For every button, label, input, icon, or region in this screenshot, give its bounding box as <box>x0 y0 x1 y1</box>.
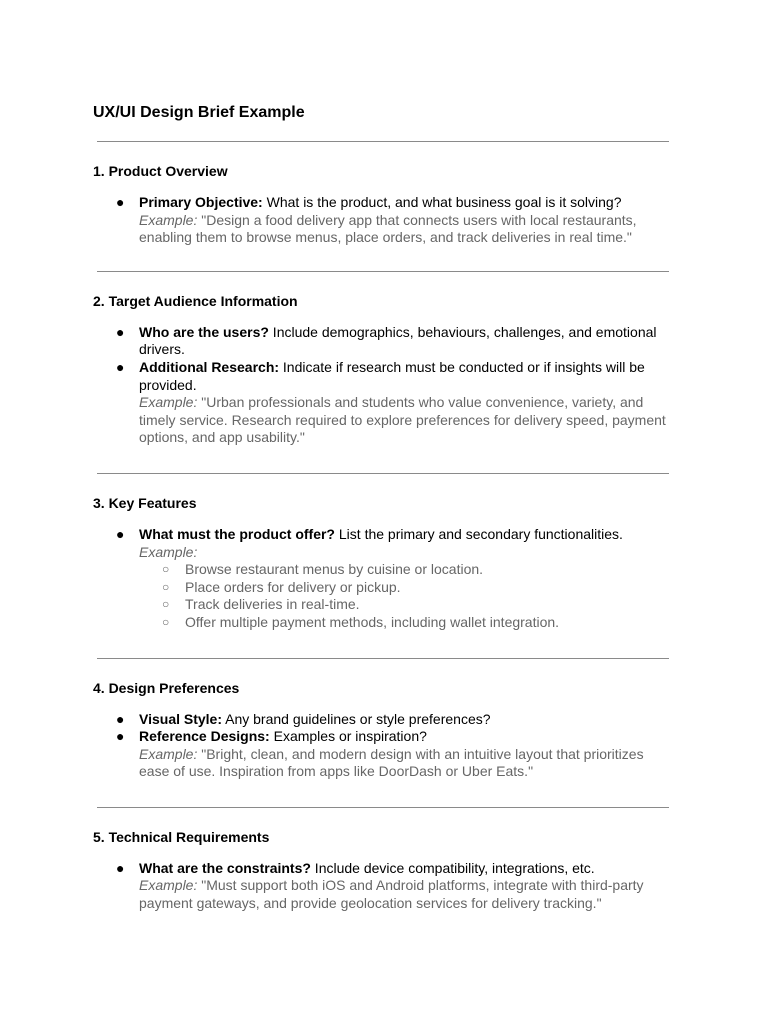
list-item <box>93 324 675 359</box>
bullet-label: Reference Designs: <box>139 728 270 745</box>
example-block <box>139 212 675 247</box>
section-heading: 2. Target Audience Information <box>93 292 298 309</box>
bullet-label: What must the product offer? <box>139 525 335 542</box>
bullet-icon: ● <box>116 194 125 210</box>
bullet-icon: ● <box>116 358 125 375</box>
example-block <box>139 544 675 562</box>
section-target-audience <box>93 292 675 447</box>
sub-bullet-list <box>139 561 675 631</box>
bullet-list <box>93 711 675 781</box>
example-text: "Bright, clean, and modern design with an intuitive layout that prioritizes ease of use. Inspiration from apps like DoorDash or Uber Eats." <box>139 745 644 780</box>
hollow-circle-bullet-icon: ○ <box>162 614 170 629</box>
horizontal-rule <box>97 141 669 142</box>
section-heading: 3. Key Features <box>93 494 197 511</box>
bullet-label: Additional Research: <box>139 358 280 375</box>
bullet-text: What is the product, and what business goal is it solving? <box>262 194 622 210</box>
list-item <box>93 711 675 729</box>
bullet-icon: ● <box>116 859 125 876</box>
sub-list-item <box>139 596 675 614</box>
example-block <box>139 746 675 781</box>
hollow-circle-bullet-icon: ○ <box>162 597 170 612</box>
bullet-list <box>93 526 675 561</box>
sub-item-text: Track deliveries in real-time. <box>185 596 360 613</box>
bullet-text: Include demographics, behaviours, challenges, and emotional drivers. <box>139 323 657 358</box>
bullet-label: Visual Style: <box>139 710 223 727</box>
sub-item-text: Place orders for delivery or pickup. <box>185 578 401 595</box>
document-title: UX/UI Design Brief Example <box>93 104 305 121</box>
section-key-features <box>93 494 675 632</box>
example-block <box>139 877 675 912</box>
section-heading: 1. Product Overview <box>93 163 228 179</box>
bullet-icon: ● <box>116 525 125 542</box>
bullet-text: Any brand guidelines or style preferences? <box>222 710 491 727</box>
bullet-label: What are the constraints? <box>139 859 311 876</box>
sub-list-item <box>139 614 675 632</box>
bullet-list <box>93 194 675 247</box>
section-product-overview <box>93 162 675 247</box>
section-heading: 4. Design Preferences <box>93 679 240 696</box>
bullet-list <box>93 324 675 447</box>
list-item <box>93 526 675 561</box>
list-item <box>93 359 675 447</box>
bullet-icon: ● <box>116 728 125 745</box>
bullet-list <box>93 860 675 913</box>
section-design-preferences <box>93 679 675 781</box>
section-heading: 5. Technical Requirements <box>93 828 270 845</box>
example-text: "Design a food delivery app that connects users with local restaurants, enabling them to browse menus, place orders, and track deliveries in real time." <box>139 211 637 246</box>
example-text: "Urban professionals and students who value convenience, variety, and timely service. Research required to explore preferences for delivery speed, payment options, and app usability." <box>139 394 666 446</box>
list-item <box>93 860 675 913</box>
horizontal-rule <box>97 658 669 659</box>
horizontal-rule <box>97 473 669 474</box>
bullet-label: Who are the users? <box>139 323 269 340</box>
list-item <box>93 194 675 247</box>
bullet-icon: ● <box>116 710 125 727</box>
horizontal-rule <box>97 271 669 272</box>
example-label: Example: <box>139 211 198 228</box>
hollow-circle-bullet-icon: ○ <box>162 579 170 594</box>
example-block <box>139 394 675 447</box>
bullet-text: List the primary and secondary functionalities. <box>335 525 623 542</box>
horizontal-rule <box>97 807 669 808</box>
bullet-text: Examples or inspiration? <box>269 728 427 745</box>
example-text: "Must support both iOS and Android platforms, integrate with third-party payment gateways, and provide geolocation services for delivery tracking." <box>139 877 644 912</box>
bullet-icon: ● <box>116 323 125 340</box>
example-label: Example: <box>139 394 198 411</box>
document-page <box>93 103 675 913</box>
bullet-text: Indicate if research must be conducted or if insights will be provided. <box>139 358 645 393</box>
section-technical-requirements <box>93 828 675 913</box>
sub-item-text: Offer multiple payment methods, including wallet integration. <box>185 613 560 630</box>
bullet-text: Include device compatibility, integrations, etc. <box>310 859 595 876</box>
example-label: Example: <box>139 543 198 560</box>
example-label: Example: <box>139 745 198 762</box>
sub-list-item <box>139 561 675 579</box>
list-item <box>93 728 675 781</box>
sub-list-item <box>139 579 675 597</box>
example-label: Example: <box>139 877 198 894</box>
bullet-label: Primary Objective: <box>139 194 263 210</box>
hollow-circle-bullet-icon: ○ <box>162 562 170 577</box>
sub-item-text: Browse restaurant menus by cuisine or location. <box>185 561 484 578</box>
